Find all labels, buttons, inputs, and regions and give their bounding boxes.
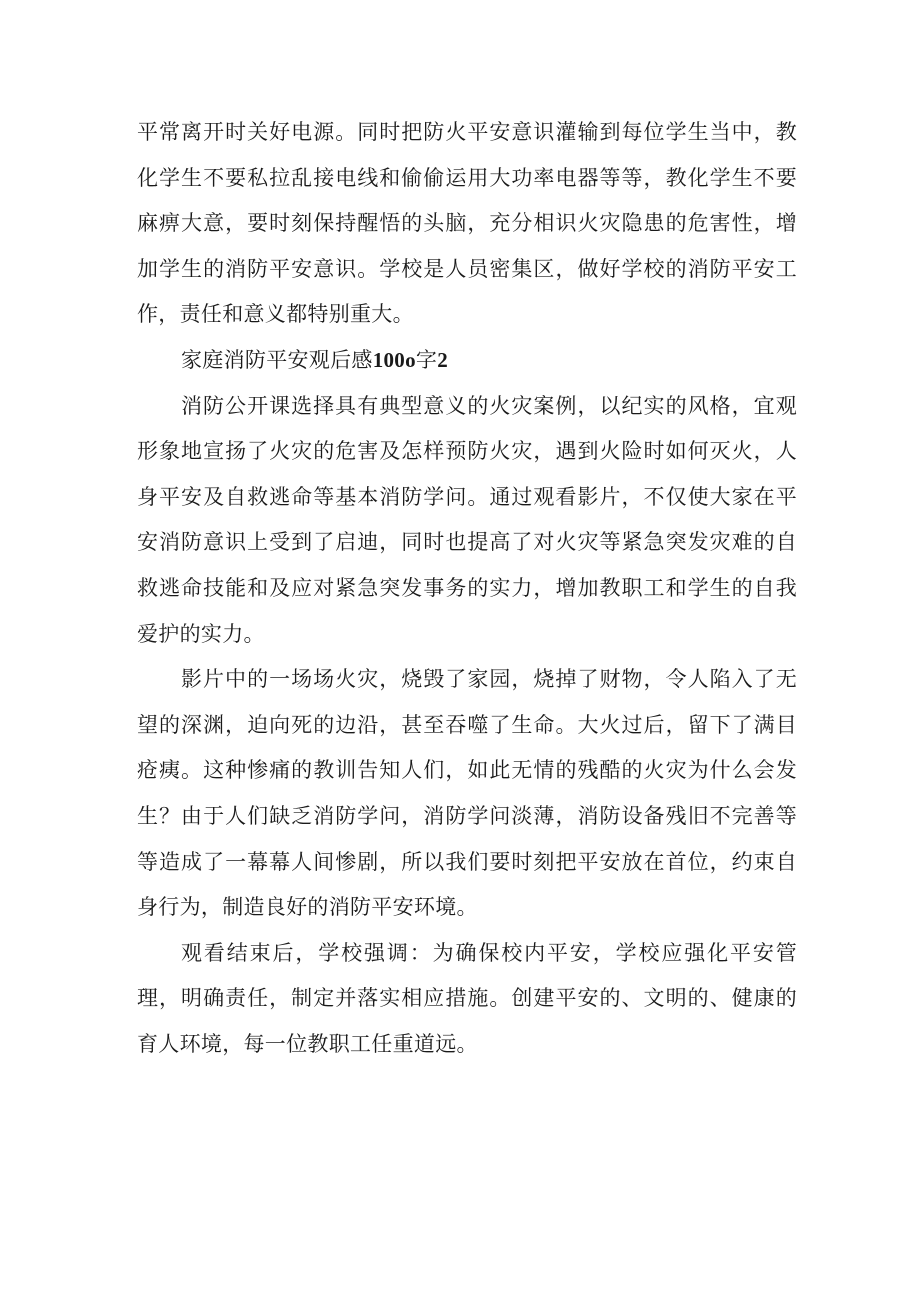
heading-index: 2 (437, 347, 449, 372)
section-heading (137, 338, 797, 384)
paragraph-body-2: 影片中的一场场火灾，烧毁了家园，烧掉了财物，令人陷入了无望的深渊，迫向死的边沿，甚至吞噬了生命。大火过后，留下了满目疮痍。这种惨痛的教训告知人们，如此无情的残酷的火灾为什么会发生？由于人们缺乏消防学问，消防学问淡薄，消防设备残旧不完善等等造成了一幕幕人间惨剧，所以我们要时刻把平安放在首位，约束自身行为，制造良好的消防平安环境。 (137, 667, 797, 920)
heading-prefix: 家庭消防平安观后感 (181, 347, 373, 372)
paragraph-body-3: 观看结束后，学校强调：为确保校内平安，学校应强化平安管理，明确责任，制定并落实相应措施。创建平安的、文明的、健康的育人环境，每一位教职工任重道远。 (137, 940, 797, 1056)
document-body (137, 110, 797, 1067)
paragraph-body-1: 消防公开课选择具有典型意义的火灾案例，以纪实的风格，宜观形象地宣扬了火灾的危害及怎样预防火灾，遇到火险时如何灭火，人身平安及自救逃命等基本消防学问。通过观看影片，不仅使大家在平安消防意识上受到了启迪，同时也提高了对火灾等紧急突发灾难的自救逃命技能和及应对紧急突发事务的实力，增加教职工和学生的自我爱护的实力。 (137, 393, 797, 646)
heading-suffix: 字 (415, 347, 438, 372)
paragraph-intro: 平常离开时关好电源。同时把防火平安意识灌输到每位学生当中，教化学生不要私拉乱接电线和偷偷运用大功率电器等等，教化学生不要麻痹大意，要时刻保持醒悟的头脑，充分相识火灾隐患的危害性，增加学生的消防平安意识。学校是人员密集区，做好学校的消防平安工作，责任和意义都特别重大。 (137, 120, 797, 327)
heading-number: 100o (372, 347, 416, 372)
